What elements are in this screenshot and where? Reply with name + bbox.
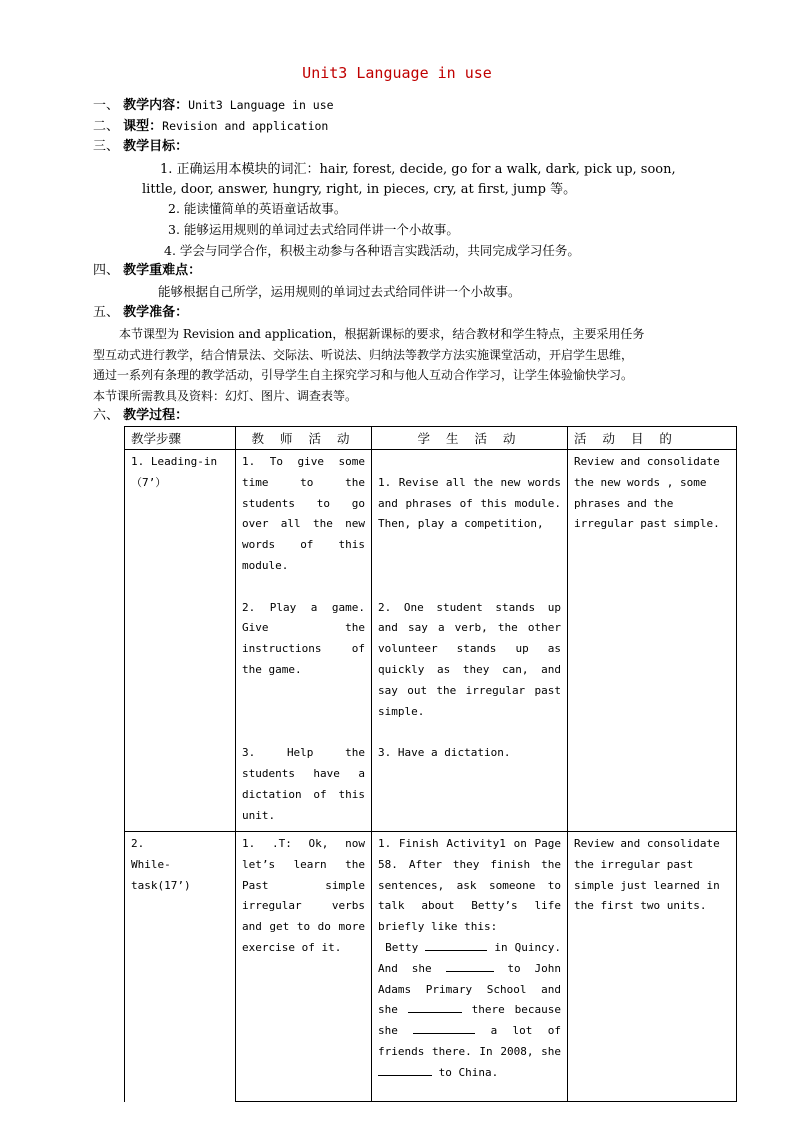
section-content bbox=[93, 96, 334, 115]
section-preparation bbox=[93, 304, 188, 322]
table-row bbox=[125, 832, 737, 1102]
page-title: Unit3 Language in use bbox=[302, 64, 492, 82]
section-objectives bbox=[93, 138, 188, 156]
table-row bbox=[125, 450, 737, 832]
preparation-paragraph bbox=[93, 324, 723, 406]
preparation-line: 本节课所需教具及资料：幻灯、图片、调查表等。 bbox=[93, 388, 358, 403]
teacher-activity: 2. Play a game. Give the instructions of the game. bbox=[242, 600, 365, 676]
section-lesson-type bbox=[93, 117, 328, 136]
section-number: 四、 bbox=[93, 263, 120, 278]
section-label: 教学目标： bbox=[123, 139, 189, 154]
student-activity: 3. Have a dictation. bbox=[378, 746, 511, 760]
step-cell bbox=[125, 832, 236, 1102]
purpose-text: Review and consolidate the irregular past simple just learned in the first two units. bbox=[574, 837, 720, 913]
student-activity: 1. Revise all the new words and phrases of this module. Then, play a competition, bbox=[378, 475, 561, 531]
goal-4: 4. 学会与同学合作，积极主动参与各种语言实践活动，共同完成学习任务。 bbox=[164, 243, 580, 258]
section-number: 六、 bbox=[93, 408, 120, 423]
step-cell bbox=[125, 450, 236, 832]
fill-in-text: Betty in Quincy. And she to John Adams Primary School and she there because she a lot of friends there. In 2008, she to China. bbox=[378, 940, 562, 1079]
teacher-cell bbox=[236, 832, 372, 1102]
section-key-points bbox=[93, 262, 201, 280]
section-number: 五、 bbox=[93, 305, 120, 320]
preparation-line: 本节课型为 Revision and application，根据新课标的要求，结合教材和学生特点，主要采用任务 bbox=[119, 327, 645, 341]
preparation-line: 型互动式进行教学，结合情景法、交际法、听说法、归纳法等教学方法实施课堂活动，开启学生思维， bbox=[93, 347, 634, 362]
section-label: 教学准备： bbox=[123, 305, 189, 320]
student-activity: 2. One student stands up and say a verb, the other volunteer stands up as quickly as they can, and say out the irregular past simple. bbox=[378, 600, 561, 718]
goal-3: 3. 能够运用规则的单词过去式给同伴讲一个小故事。 bbox=[168, 222, 459, 237]
teacher-activity: 1. .T: Ok, now let’s learn the Past simple irregular verbs and get to do more exercise of it. bbox=[242, 837, 365, 954]
section-number: 二、 bbox=[93, 119, 120, 134]
student-cell bbox=[372, 832, 568, 1102]
section-label: 教学重难点： bbox=[123, 263, 202, 278]
key-point-text: 能够根据自己所学，运用规则的单词过去式给同伴讲一个小故事。 bbox=[158, 284, 521, 299]
header-student: 学 生 活 动 bbox=[372, 427, 568, 450]
step-text: 2. bbox=[131, 837, 145, 850]
section-number: 三、 bbox=[93, 139, 120, 154]
section-number: 一、 bbox=[93, 98, 120, 113]
goal-1-line-2: little, door, answer, hungry, right, in pieces, cry, at first, jump 等。 bbox=[142, 182, 577, 197]
section-label: 课型： bbox=[123, 119, 163, 134]
goal-1-line-1: 1. 正确运用本模块的词汇：hair, forest, decide, go for a walk, dark, pick up, soon, bbox=[160, 162, 676, 177]
teacher-activity: 1. To give some time to the students to go over all the new words of this module. bbox=[242, 455, 365, 572]
header-step: 教学步骤 bbox=[125, 427, 236, 450]
header-purpose: 活 动 目 的 bbox=[568, 427, 737, 450]
purpose-text: Review and consolidate the new words , some phrases and the irregular past simple. bbox=[574, 455, 720, 531]
section-label: 教学过程： bbox=[123, 408, 189, 423]
section-process bbox=[93, 407, 188, 425]
teacher-cell bbox=[236, 450, 372, 832]
table-header-row bbox=[125, 427, 737, 450]
student-activity: 1. Finish Activity1 on Page 58. After they finish the sentences, ask someone to talk about Betty’s life briefly like this: bbox=[378, 837, 561, 934]
teacher-activity: 3. Help the students have a dictation of this unit. bbox=[242, 746, 365, 822]
purpose-cell bbox=[568, 832, 737, 1102]
step-text: While-task(17’) bbox=[131, 857, 191, 892]
header-teacher: 教 师 活 动 bbox=[236, 427, 372, 450]
step-text: 1. Leading-in （7’） bbox=[131, 455, 218, 489]
preparation-line: 通过一系列有条理的教学活动，引导学生自主探究学习和与他人互动合作学习，让学生体验愉快学习。 bbox=[93, 368, 634, 382]
goal-2: 2. 能读懂简单的英语童话故事。 bbox=[168, 201, 347, 216]
section-label: 教学内容： bbox=[123, 98, 189, 113]
section-value: Revision and application bbox=[162, 119, 329, 133]
section-value: Unit3 Language in use bbox=[188, 98, 334, 112]
student-cell bbox=[372, 450, 568, 832]
purpose-cell bbox=[568, 450, 737, 832]
teaching-process-table bbox=[124, 426, 737, 1102]
